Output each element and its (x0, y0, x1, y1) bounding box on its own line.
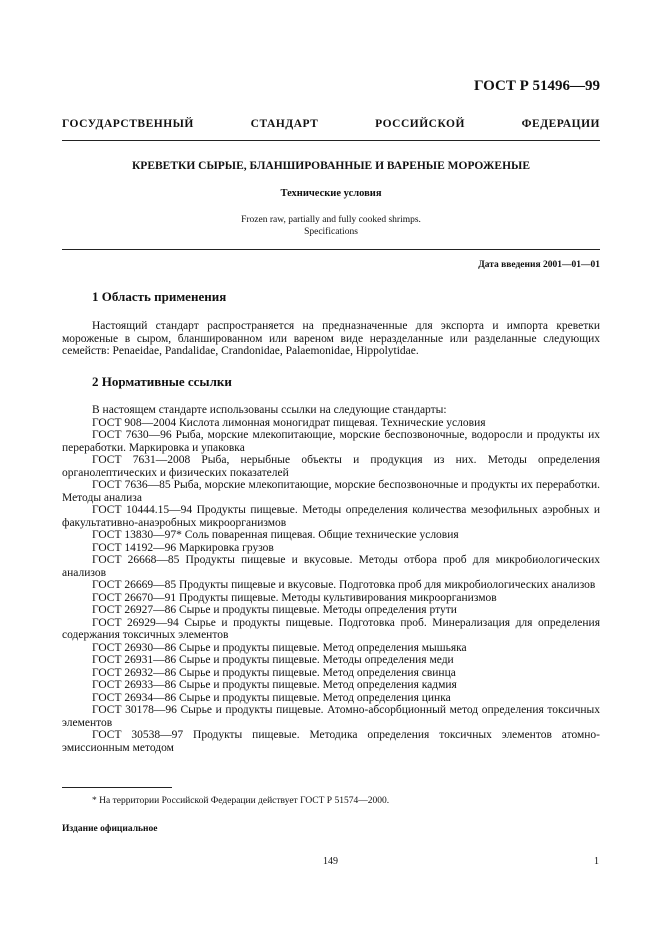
reference-item: ГОСТ 26933—86 Сырье и продукты пищевые. Метод определения кадмия (92, 679, 457, 691)
english-title-line-1: Frozen raw, partially and fully cooked shrimps. (241, 215, 421, 225)
reference-item: ГОСТ 26929—94 Сырье и продукты пищевые. Подготовка проб. Минерализация для определения содержания токсичных элементов (62, 616, 600, 641)
standard-designation: ГОСТ Р 51496—99 (473, 78, 600, 94)
english-title-line-2: Specifications (304, 227, 358, 237)
reference-item: ГОСТ 26670—91 Продукты пищевые. Методы культивирования микроорганизмов (92, 591, 497, 604)
footnote: * На территории Российской Федерации действует ГОСТ Р 51574—2000. (92, 796, 390, 806)
references-intro: В настоящем стандарте использованы ссылки на следующие стандарты: (92, 404, 447, 416)
footnote-divider (62, 787, 172, 788)
reference-item: ГОСТ 26932—86 Сырье и продукты пищевые. Метод определения свинца (92, 666, 456, 679)
page-index: 1 (594, 856, 599, 867)
section-2-heading: 2 Нормативные ссылки (92, 374, 232, 389)
title-divider (62, 249, 600, 250)
reference-item: ГОСТ 908—2004 Кислота лимонная моногидрат пищевая. Технические условия (92, 416, 486, 429)
reference-item: ГОСТ 30178—96 Сырье и продукты пищевые. Атомно-абсорбционный метод определения токсичных элементов (62, 704, 600, 729)
reference-item: ГОСТ 26669—85 Продукты пищевые и вкусовые. Подготовка проб для микробиологических анализов (92, 579, 596, 591)
document-title: КРЕВЕТКИ СЫРЫЕ, БЛАНШИРОВАННЫЕ И ВАРЕНЫЕ МОРОЖЕНЫЕ (131, 160, 531, 172)
section-1-text: Настоящий стандарт распространяется на предназначенные для экспорта и импорта креветки мороженые в сыром, бланшированном или вареном виде неразделанные или разделанные следующих семейств: Penaeidae, Pandalidae, Crandonidae, Palaemonidae, Hippolytidae. (62, 320, 600, 357)
reference-item: ГОСТ 10444.15—94 Продукты пищевые. Методы определения количества мезофильных аэробных и факультативно-анаэробных микроорганизмов (62, 504, 600, 529)
reference-item: ГОСТ 7630—96 Рыба, морские млекопитающие, морские беспозвоночные, водоросли и продукты их переработки. Маркировка и упаковка (62, 429, 600, 454)
reference-item: ГОСТ 7636—85 Рыба, морские млекопитающие, морские беспозвоночные и продукты их переработки. Методы анализа (62, 479, 600, 504)
reference-item: ГОСТ 13830—97* Соль поваренная пищевая. Общие технические условия (92, 529, 459, 541)
reference-item: ГОСТ 26930—86 Сырье и продукты пищевые. Метод определения мышьяка (92, 641, 467, 654)
reference-item: ГОСТ 14192—96 Маркировка грузов (92, 541, 274, 554)
document-subtitle: Технические условия (280, 188, 382, 199)
section-1-heading: 1 Область применения (92, 289, 227, 304)
edition-label: Издание официальное (62, 824, 158, 834)
reference-item: ГОСТ 7631—2008 Рыба, нерыбные объекты и продукция из них. Методы определения органолептических и физических показателей (62, 454, 600, 479)
reference-item: ГОСТ 26931—86 Сырье и продукты пищевые. Методы определения меди (92, 654, 454, 666)
english-title (62, 214, 600, 238)
state-standard-title: ГОСУДАРСТВЕННЫЙ СТАНДАРТ РОССИЙСКОЙ ФЕДЕРАЦИИ (62, 118, 600, 130)
normative-references (62, 404, 600, 754)
reference-item: ГОСТ 30538—97 Продукты пищевые. Методика определения токсичных элементов атомно-эмиссионным методом (62, 729, 600, 754)
reference-item: ГОСТ 26934—86 Сырье и продукты пищевые. Метод определения цинка (92, 691, 451, 704)
reference-item: ГОСТ 26668—85 Продукты пищевые и вкусовые. Методы отбора проб для микробиологических анализов (62, 554, 600, 579)
header-divider (62, 140, 600, 141)
page-number: 149 (323, 856, 338, 867)
reference-item: ГОСТ 26927—86 Сырье и продукты пищевые. Методы определения ртути (92, 604, 457, 616)
introduction-date: Дата введения 2001—01—01 (478, 260, 600, 270)
